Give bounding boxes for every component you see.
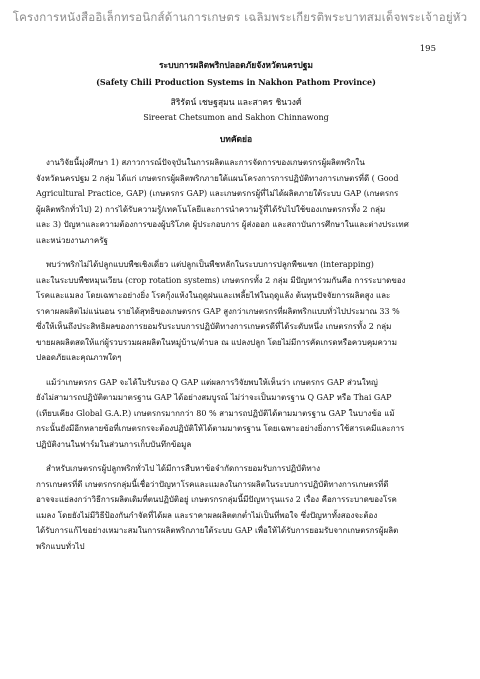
watermark-text: โครงการหนังสืออิเล็กทรอนิกส์ด้านการเกษตร เฉลิมพระเกียรติพระบาทสมเด็จพระเจ้าอยู่หัว [12,10,468,24]
authors-thai: สิริรัตน์ เชษฐสุมน และสาคร ชินวงศ์ [170,98,302,108]
paragraph-line: และในระบบพืชหมุนเวียน (crop rotation systems) เกษตรกรทั้ง 2 กลุ่ม มีปัญหาร่วมกันคือ การระบาดของ [36,275,406,285]
paragraph-line: ซึ่งให้เห็นถึงประสิทธิผลของการยอมรับระบบการปฏิบัติทางการเกษตรดีที่ได้ระดับหนึ่ง เกษตรกรทั้ง 2 กลุ่ม [36,322,392,331]
paragraph-line: ราคาผลผลิตไม่แน่นอน รายได้สุทธิของเกษตรกร GAP สูงกว่าเกษตรกรที่ผลิตพริกแบบทั่วไปประมาณ 33 % [36,306,400,316]
paragraph-line: และหน่วยงานภาครัฐ [36,235,108,245]
title-thai: ระบบการผลิตพริกปลอดภัยจังหวัดนครปฐม [158,61,314,71]
paragraph-line: อาจจะแย่ลงกว่าวิธีการผลิตเดิมที่ตนปฏิบัติอยู่ เกษตรกรกลุ่มนี้มีปัญหารุนแรง 2 เรื่อง คือการระบาดของโรค [36,495,397,504]
paragraph-line: แมลง โดยยังไม่มีวิธีป้องกันกำจัดที่ได้ผล และราคาผลผลิตตกต่ำไม่เป็นที่พอใจ ซึ่งปัญหาทั้งสองจะต้อง [36,510,378,520]
authors-english: Sireerat Chetsumon and Sakhon Chinnawong [143,113,329,122]
paragraph-line: พบว่าพริกไม่ได้ปลูกแบบพืชเชิงเดี่ยว แต่ปลูกเป็นพืชหลักในระบบการปลูกพืชแซก (interapping) [46,260,374,269]
paragraph-line: จังหวัดนครปฐม 2 กลุ่ม ได้แก่ เกษตรกรผู้ผลิตพริกภายใต้แผนโครงการการปฏิบัติทางการเกษตรที่ดี ( Good [36,173,399,183]
paragraph-line: ผู้ผลิตพริกทั่วไป) 2) การได้รับความรู้/เทคโนโลยีและการนำความรู้ที่ได้รับไปใช้ของเกษตรกรทั้ง 2 กลุ่ม [36,204,386,214]
paragraph-line: ได้รับการแก้ไขอย่างเหมาะสมในการผลิตพริกภายใต้ระบบ GAP เพื่อให้ได้รับการยอมรับจากเกษตรกรผู้ผลิต [36,526,399,535]
page-number: 195 [419,44,436,54]
title-english: (Safety Chili Production Systems in Nakhon Pathom Province) [96,77,376,87]
abstract-paragraph-1 [36,155,436,248]
paragraph-line: การเกษตรที่ดี เกษตรกรกลุ่มนี้เชื่อว่าปัญหาโรคและแมลงในการผลิตในระบบการปฏิบัติทางการเกษตรที่ดี [36,479,389,489]
paragraph-line: พริกแบบทั่วไป [36,541,85,551]
paragraph-line: ปฏิบัติงานในฟาร์มในส่วนการเก็บบันทึกข้อมูล [36,439,192,449]
paragraph-line: (เทียบเคียง Global G.A.P.) เกษตรกรมากกว่า 80 % สามารถปฏิบัติได้ตามมาตรฐาน GAP ในบางข้อ แม้ [36,408,395,418]
abstract-paragraph-2 [36,257,436,366]
paragraph-line: ปลอดภัยและคุณภาพใดๆ [36,353,122,362]
abstract-heading: บทคัดย่อ [219,135,253,145]
paragraph-line: ขายผลผลิตสดให้แก่ผู้รวบรวมผลผลิตในหมู่บ้าน/ตำบล ณ แปลงปลูก โดยไม่มีการคัดเกรดหรือควบคุมความ [36,337,398,347]
paragraph-line: กระนั้นยังมีอีกหลายข้อที่เกษตรกรจะต้องปฏิบัติให้ได้ตามมาตรฐาน โดยเฉพาะอย่างยิ่งการใช้สารเคมีและการ [36,424,405,433]
paragraph-line: และ 3) ปัญหาและความต้องการของผู้บริโภค ผู้ประกอบการ ผู้ส่งออก และสถาบันการศึกษาในและต่างประเทศ [36,220,409,229]
paragraph-line: แม้ว่าเกษตรกร GAP จะได้ใบรับรอง Q GAP แต่ผลการวิจัยพบให้เห็นว่า เกษตรกร GAP ส่วนใหญ่ [46,377,378,387]
paragraph-line: ยังไม่สามารถปฏิบัติตามมาตรฐาน GAP ได้อย่างสมบูรณ์ ไม่ว่าจะเป็นมาตรฐาน Q GAP หรือ Thai GAP [36,393,392,402]
abstract-paragraph-4 [36,461,436,554]
paragraph-line: Agricultural Practice, GAP) (เกษตรกร GAP) และเกษตรกรผู้ที่ไม่ได้ผลิตภายใต้ระบบ GAP (เกษตรกร [36,189,399,198]
paragraph-line: โรคและแมลง โดยเฉพาะอย่างยิ่ง โรคกุ้งแห้งในฤดูฝนและเพลี้ยไฟในฤดูแล้ง ต้นทุนปัจจัยการผลิตสูง และ [36,291,391,300]
paragraph-line: งานวิจัยนี้มุ่งศึกษา 1) สภาวการณ์ปัจจุบันในการผลิตและการจัดการของเกษตรกรผู้ผลิตพริกใน [46,158,365,167]
paragraph-line: สำหรับเกษตรกรผู้ปลูกพริกทั่วไป ได้มีการสืบหาข้อจำกัดการยอมรับการปฏิบัติทาง [46,464,320,473]
paper-content [36,60,436,554]
abstract-paragraph-3 [36,375,436,453]
